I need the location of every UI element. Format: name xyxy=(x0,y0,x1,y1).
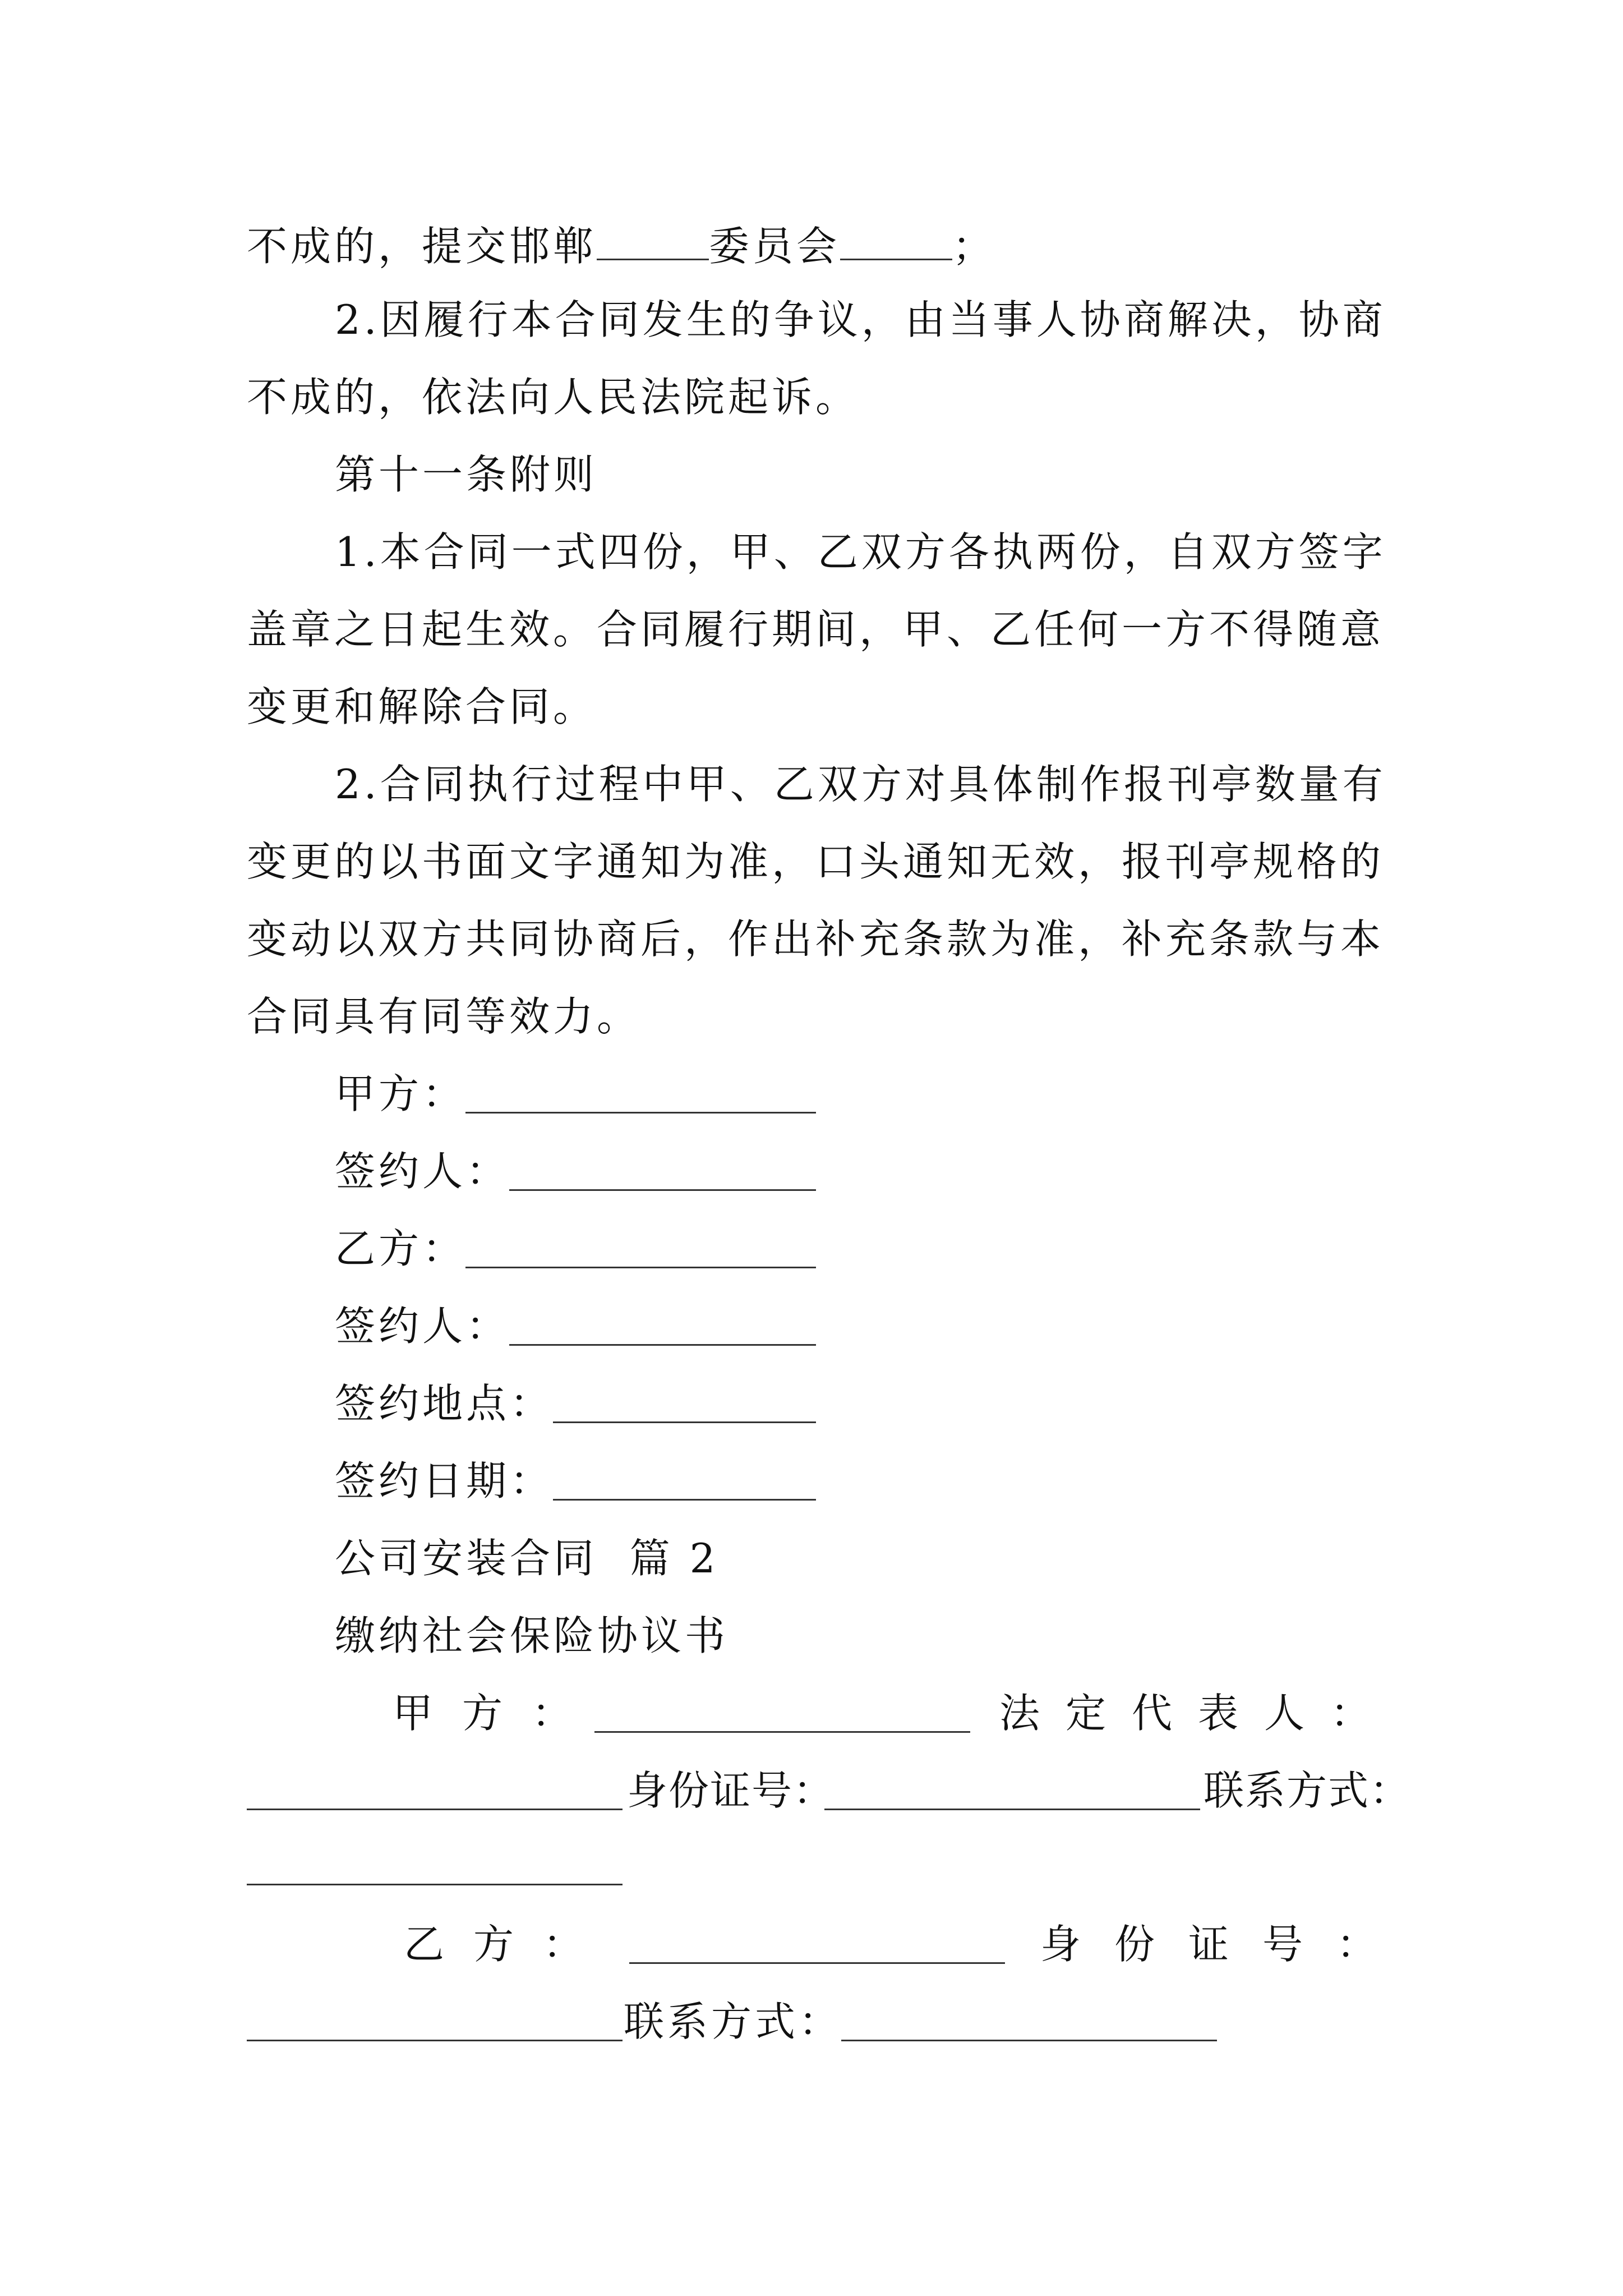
signature-place xyxy=(335,1380,554,1427)
field-label: 乙方： xyxy=(335,1225,467,1272)
section-heading: 公司安装合同 篇 2 xyxy=(335,1535,719,1582)
party-a-name-line xyxy=(594,1731,970,1733)
blank-field xyxy=(597,222,709,260)
clause-11-2-line-3: 变动以双方共同协商后，作出补充条款为准，补充条款与本 xyxy=(247,915,1385,963)
field-label: 签约人： xyxy=(335,1303,510,1350)
clause-11-1-line-2: 盖章之日起生效。合同履行期间，甲、乙任何一方不得随意 xyxy=(247,606,1385,653)
clause-10-1-tail xyxy=(247,222,997,270)
signature-party-a xyxy=(335,1070,467,1117)
agreement-title: 缴纳社会保险协议书 xyxy=(335,1612,729,1659)
party-b-contact-line xyxy=(841,2040,1217,2041)
signature-party-b xyxy=(335,1225,467,1272)
field-label: 签约地点： xyxy=(335,1380,554,1427)
clause-11-2-line-4: 合同具有同等效力。 xyxy=(247,993,641,1040)
article-11-heading: 第十一条附则 xyxy=(335,451,598,498)
party-b-label: 乙方： xyxy=(404,1921,613,1968)
signature-signer-a xyxy=(335,1148,510,1195)
signature-signer-a-line xyxy=(509,1189,816,1191)
signature-date xyxy=(335,1457,554,1504)
party-b-id-label: 身份证号： xyxy=(1040,1921,1411,1968)
clause-11-2-line-1: 2.合同执行过程中甲、乙双方对具体制作报刊亭数量有 xyxy=(335,761,1386,808)
party-a-id-line xyxy=(824,1809,1200,1810)
signature-signer-b xyxy=(335,1303,510,1350)
signature-date-line xyxy=(553,1499,816,1501)
text-segment: 委员会 xyxy=(709,223,841,270)
signature-party-a-line xyxy=(465,1112,816,1114)
clause-10-2-line-2: 不成的，依法向人民法院起诉。 xyxy=(247,374,860,421)
blank-field xyxy=(840,222,952,260)
clause-10-2-line-1: 2.因履行本合同发生的争议，由当事人协商解决，协商 xyxy=(335,296,1386,343)
party-b-id-line xyxy=(247,2040,623,2041)
signature-place-line xyxy=(553,1421,816,1423)
party-a-rep-label: 法定代表人： xyxy=(999,1690,1397,1737)
field-label: 签约人： xyxy=(335,1148,510,1195)
party-b-contact-label: 联系方式： xyxy=(624,1998,843,2045)
party-a-rep-line xyxy=(247,1809,623,1810)
signature-party-b-line xyxy=(465,1267,816,1268)
clause-11-2-line-2: 变更的以书面文字通知为准，口头通知无效，报刊亭规格的 xyxy=(247,838,1385,885)
party-a-contact-line xyxy=(247,1884,623,1885)
party-a-id-label: 身份证号： xyxy=(627,1767,835,1814)
field-label: 签约日期： xyxy=(335,1457,554,1504)
text-segment: ； xyxy=(952,223,997,270)
field-label: 甲方： xyxy=(335,1070,467,1117)
party-a-label: 甲方： xyxy=(393,1690,602,1737)
clause-11-1-line-3: 变更和解除合同。 xyxy=(247,683,597,730)
text-segment: 不成的，提交邯郸 xyxy=(247,223,597,270)
signature-signer-b-line xyxy=(509,1344,816,1346)
party-a-contact-label: 联系方式： xyxy=(1204,1767,1412,1814)
party-b-name-line xyxy=(629,1962,1005,1964)
clause-11-1-line-1: 1.本合同一式四份，甲、乙双方各执两份，自双方签字 xyxy=(335,528,1386,576)
